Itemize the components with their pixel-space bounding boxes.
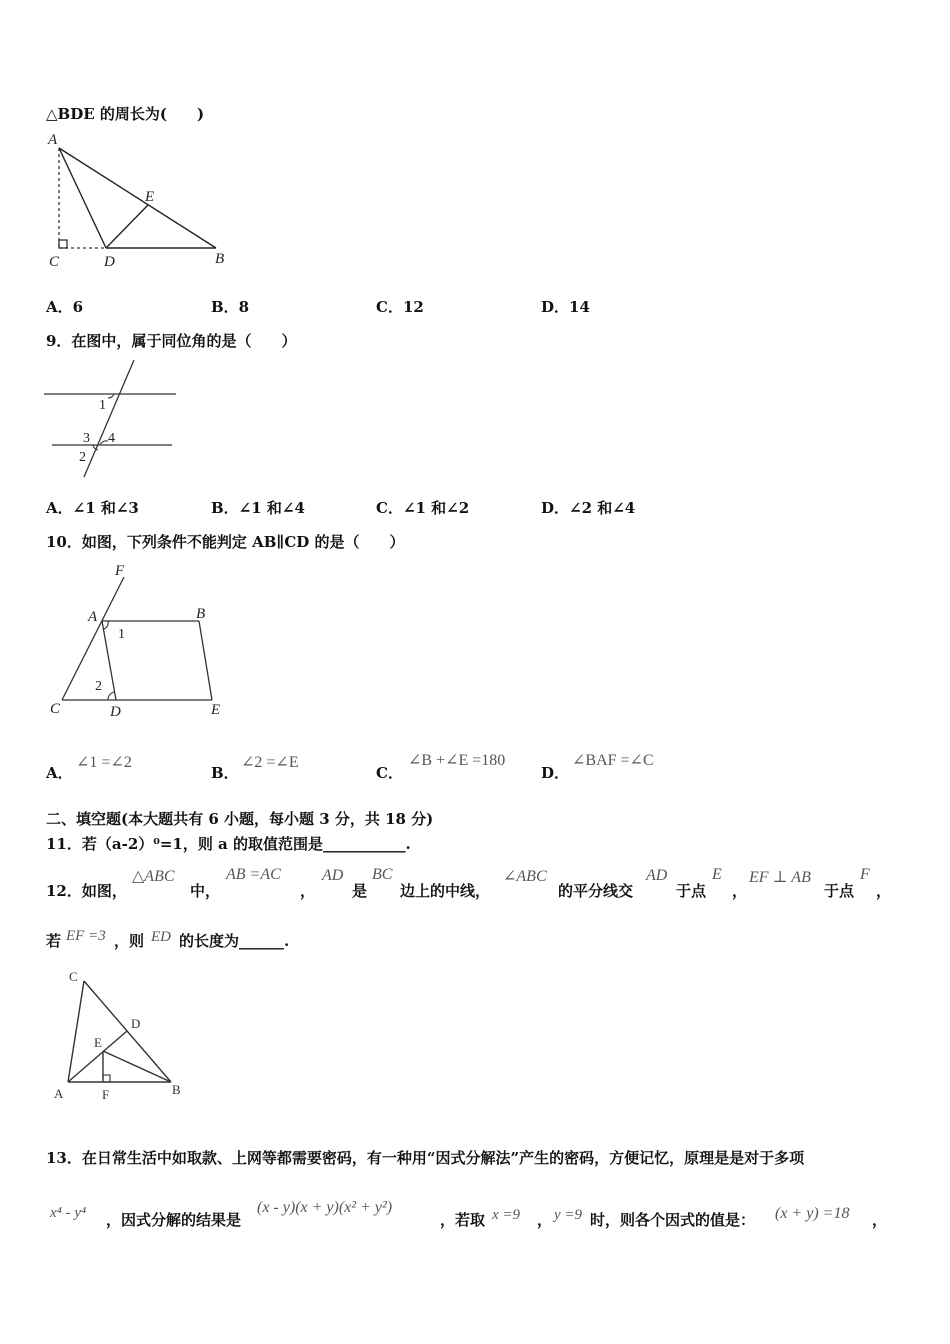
q12-text-ze: ，则: [114, 932, 145, 950]
q10-option-c-expr: ∠B +∠E =180: [408, 752, 506, 769]
q8-label-e: E: [145, 189, 155, 205]
q9-stem: 9．在图中，属于同位角的是（ ）: [46, 332, 297, 350]
q10-line-ad: [102, 621, 116, 700]
q13-math-factored: (x - y)(x + y)(x² + y²): [257, 1199, 393, 1216]
q12-label-d: D: [131, 1016, 141, 1031]
q13-text-3: 时，则各个因式的值是：: [590, 1211, 756, 1229]
q12-math-ad-2: AD: [646, 867, 668, 884]
q13-math-y-9: y =9: [554, 1207, 583, 1223]
q12-figure: [48, 965, 198, 1105]
q12-label-c: C: [69, 969, 78, 984]
q10-label-d: D: [110, 704, 121, 720]
q10-option-b-expr: ∠2 =∠E: [241, 754, 299, 771]
q12-segment-be: [103, 1051, 171, 1082]
q12-math-ad: AD: [322, 867, 344, 884]
q12-text-bian: 边上的中线，: [400, 882, 491, 900]
q12-math-ab-ac: AB =AC: [226, 866, 281, 883]
q12-math-triangle-abc: △ABC: [132, 868, 175, 885]
q10-option-b-letter[interactable]: B．: [211, 764, 239, 782]
q9-label-2: 2: [79, 450, 86, 465]
q8-label-d: D: [104, 254, 115, 270]
q12-text-shi: 是: [352, 882, 368, 900]
q11-blank[interactable]: ___________: [323, 835, 406, 853]
q11-text: [46, 833, 411, 854]
q12-segment-cb: [84, 981, 171, 1082]
q12-period: .: [284, 932, 290, 950]
q10-option-d-expr: ∠BAF =∠C: [572, 752, 654, 769]
q8-option-b[interactable]: B．8: [211, 298, 250, 316]
q10-figure: [44, 560, 244, 725]
q12-num: 12．如图，: [46, 882, 127, 900]
q9-label-4: 4: [108, 431, 115, 446]
q8-option-a[interactable]: A．6: [46, 298, 84, 316]
q9-option-d[interactable]: D．∠2 和∠4: [541, 499, 636, 517]
q10-option-a-expr: ∠1 =∠2: [76, 754, 132, 771]
q12-blank[interactable]: ______: [239, 932, 285, 950]
q12-math-ef-perp-ab: EF ⊥ AB: [749, 869, 811, 886]
q9-label-3: 3: [83, 431, 90, 446]
q12-text-comma-3: ，: [876, 882, 892, 900]
q10-label-1: 1: [118, 627, 125, 642]
q9-transversal: [84, 360, 134, 477]
q12-label-a: A: [54, 1086, 64, 1101]
q12-text-zhong: 中，: [190, 882, 221, 900]
q10-line-be: [199, 621, 212, 700]
section-2-title: 二、填空题(本大题共有 6 小题，每小题 3 分，共 18 分): [46, 810, 434, 828]
q12-label-f: F: [102, 1087, 110, 1102]
q8-label-b: B: [215, 251, 225, 267]
q12-text-ruo: 若: [46, 932, 62, 950]
q13-math-x-plus-y: (x + y) =18: [775, 1205, 850, 1222]
q10-label-c: C: [50, 701, 61, 717]
q13-math-x4-y4: x⁴ - y⁴: [50, 1205, 87, 1221]
q8-label-c: C: [49, 254, 60, 270]
q12-math-bc: BC: [372, 866, 393, 883]
q13-text-2: ，若取: [440, 1211, 486, 1229]
q12-text-yudian-1: 于点: [676, 882, 707, 900]
q12-label-b: B: [172, 1082, 181, 1097]
q9-figure: [44, 357, 184, 482]
q12-text-pingfen: 的平分线交: [558, 882, 634, 900]
q9-option-a[interactable]: A．∠1 和∠3: [46, 499, 139, 517]
q10-line-cf: [62, 577, 124, 700]
q12-math-angle-abc: ∠ABC: [503, 868, 547, 885]
q12-math-ed: ED: [151, 929, 171, 945]
q10-label-f: F: [115, 563, 125, 579]
q13-text-comma: ，: [537, 1211, 553, 1229]
q9-label-1: 1: [99, 398, 106, 413]
q10-label-b: B: [196, 606, 206, 622]
q10-label-e: E: [211, 702, 221, 718]
q11-prefix: 11．若（a-2）⁰=1，则 a 的取值范围是: [46, 835, 323, 853]
q12-math-f: F: [860, 866, 870, 883]
q10-option-a-letter[interactable]: A．: [46, 764, 73, 782]
q8-label-a: A: [48, 132, 58, 148]
q8-option-c[interactable]: C．12: [376, 298, 424, 316]
q8-option-d[interactable]: D．14: [541, 298, 590, 316]
q10-angle-arc-2: [108, 692, 114, 700]
q12-text-comma-2: ，: [732, 882, 748, 900]
q12-segment-ac: [68, 981, 84, 1082]
q12-text-yudian-2: 于点: [824, 882, 855, 900]
q8-right-angle-mark: [59, 240, 67, 248]
q8-figure: [44, 128, 244, 274]
q9-option-b[interactable]: B．∠1 和∠4: [211, 499, 305, 517]
q10-angle-arc-1: [104, 621, 108, 629]
q8-stem: △BDE 的周长为( ): [46, 105, 205, 123]
q12-text-comma-1: ，: [300, 882, 316, 900]
q9-option-c[interactable]: C．∠1 和∠2: [376, 499, 470, 517]
q10-label-2: 2: [95, 679, 102, 694]
q10-option-c-letter[interactable]: C．: [376, 764, 403, 782]
q8-segment-de: [106, 205, 148, 248]
q13-text-comma-end: ，: [872, 1211, 888, 1229]
q13-line-1: 13．在日常生活中如取款、上网等都需要密码，有一种用“因式分解法”产生的密码，方便记忆，原理是是对于多项: [46, 1149, 805, 1167]
q12-label-e: E: [94, 1035, 102, 1050]
q12-text-changdu: [179, 930, 289, 951]
q12-math-e: E: [712, 866, 722, 883]
q10-stem: 10．如图，下列条件不能判定 AB∥CD 的是（ ）: [46, 533, 405, 551]
q12-math-ef-3: EF =3: [66, 928, 106, 944]
q12-right-angle-mark: [103, 1075, 110, 1082]
q10-label-a: A: [88, 609, 98, 625]
q11-suffix: .: [405, 835, 411, 853]
q10-option-d-letter[interactable]: D．: [541, 764, 570, 782]
q13-text-1: ，因式分解的结果是: [106, 1211, 242, 1229]
q12-text-changdu-label: 的长度为: [179, 932, 240, 950]
q13-math-x-9: x =9: [492, 1207, 521, 1223]
